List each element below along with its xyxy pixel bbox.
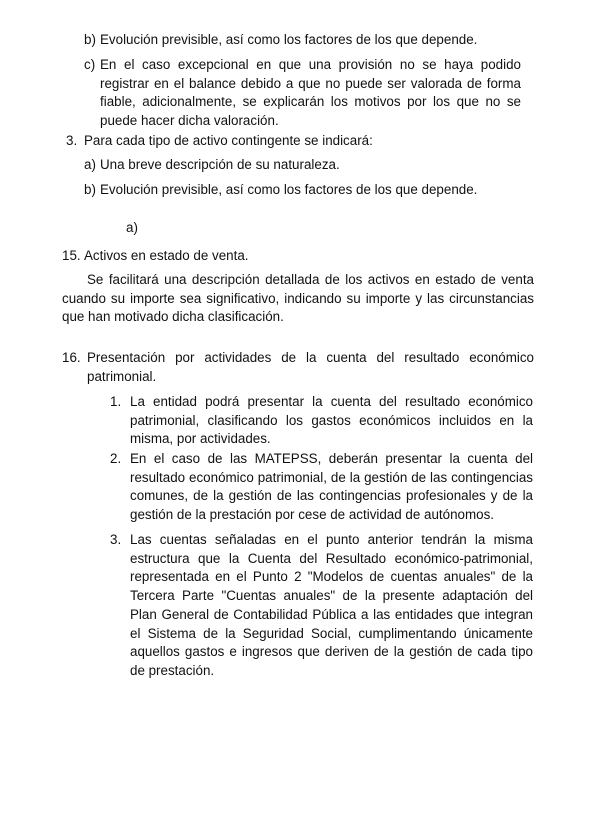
list-item-text: Evolución previsible, así como los factores de los que depende. — [100, 32, 478, 47]
list-label: b) — [84, 32, 96, 47]
list-item-text: En el caso de las MATEPSS, deberán presentar la cuenta del resultado económico patrimonial, de la gestión de las contingencias comunes, de la gestión de las contingencias profesionales y de la gestión de la prestación por cese de actividad de autónomos. — [130, 451, 533, 523]
list-item-text: Evolución previsible, así como los factores de los que depende. — [100, 182, 478, 197]
list-label: 2. — [110, 451, 122, 466]
list-label: b) — [84, 182, 96, 197]
list-label: 1. — [110, 394, 122, 409]
section-16-item-1 — [110, 393, 533, 449]
list-label: c) — [84, 57, 96, 72]
list-item-text: Una breve descripción de su naturaleza. — [100, 157, 340, 172]
section-16-item-3 — [110, 531, 533, 681]
stray-list-label: a) — [126, 220, 138, 235]
section-title: Presentación por actividades de la cuenta del resultado económico patrimonial. — [87, 350, 534, 384]
point-3 — [66, 132, 526, 151]
point-3-item-b — [84, 181, 524, 200]
list-item-b — [84, 31, 524, 50]
list-item-text: Para cada tipo de activo contingente se indicará: — [84, 133, 373, 148]
list-label: 3. — [110, 532, 122, 547]
section-title: Activos en estado de venta. — [84, 248, 249, 263]
section-15-heading — [62, 247, 534, 266]
section-16-item-2 — [110, 450, 533, 525]
point-3-item-a — [84, 156, 524, 175]
list-item-text: En el caso excepcional en que una provisión no se haya podido registrar en el balance debido a que no puede ser valorada de forma fiable, adicionalmente, se explicarán los motivos por los que no se puede hacer dicha valoración. — [100, 57, 521, 129]
section-number: 16. — [62, 350, 81, 365]
list-label: 3. — [66, 133, 78, 148]
list-item-text: Las cuentas señaladas en el punto anterior tendrán la misma estructura que la Cuenta del Resultado económico-patrimonial, representada en el Punto 2 "Modelos de cuentas anuales" de la Tercera Parte "Cuentas anuales" de la presente adaptación del Plan General de Contabilidad Pública a las entidades que integran el Sistema de la Seguridad Social, cumplimentando únicamente aquellos gastos e ingresos que deriven de la gestión de cada tipo de prestación. — [130, 532, 533, 678]
list-item-text: La entidad podrá presentar la cuenta del resultado económico patrimonial, clasificando los gastos económicos incluidos en la misma, por actividades. — [130, 394, 533, 447]
section-number: 15. — [62, 248, 81, 263]
section-15-body — [62, 271, 534, 327]
paragraph: Se facilitará una descripción detallada de los activos en estado de venta cuando su importe sea significativo, indicando su importe y las circunstancias que han motivado dicha clasificación. — [62, 272, 534, 325]
list-label: a) — [84, 157, 96, 172]
list-item-c — [84, 56, 521, 131]
section-16-heading — [62, 349, 534, 386]
